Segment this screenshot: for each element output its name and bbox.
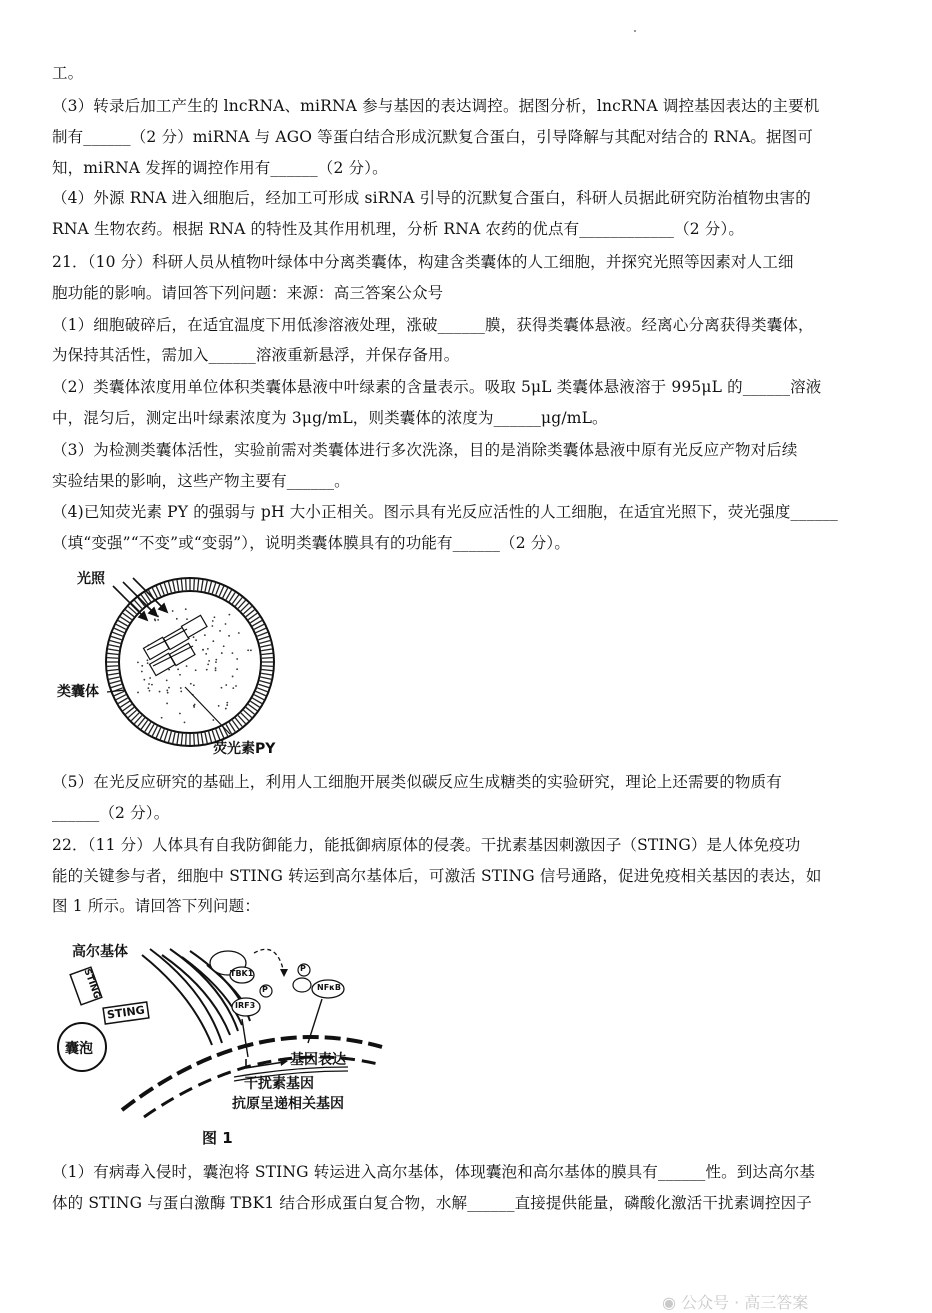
ifn-gene-label: 干扰素基因: [244, 1076, 314, 1092]
phosphate-label: P: [300, 964, 306, 973]
phosphate-label: P: [262, 985, 268, 994]
text-line: （5）在光反应研究的基础上，利用人工细胞开展类似碳反应生成糖类的实验研究，理论上还需要的物质有: [52, 773, 782, 791]
text-line: （2）类囊体浓度用单位体积类囊体悬液中叶绿素的含量表示。吸取 5μL 类囊体悬液溶于 995μL 的______溶液: [52, 378, 822, 396]
question-22-header: 22．（11 分）人体具有自我防御能力，能抵御病原体的侵袭。干扰素基因刺激因子（STING）是人体免疫功: [52, 836, 801, 854]
antigen-gene-label: 抗原呈递相关基因: [232, 1096, 344, 1112]
text-line: （1）有病毒入侵时，囊泡将 STING 转运进入高尔基体，体现囊泡和高尔基体的膜具有______性。到达高尔基: [52, 1163, 815, 1181]
text-line: 实验结果的影响，这些产物主要有______。: [52, 472, 350, 490]
text-line: （4）外源 RNA 进入细胞后，经加工可形成 siRNA 引导的沉默复合蛋白，科研人员据此研究防治植物虫害的: [52, 189, 811, 207]
sting-pathway-figure: [52, 935, 392, 1150]
watermark: ◉ 公众号 · 高三答案: [662, 1293, 809, 1312]
gene-expression-label: 基因表达: [290, 1052, 346, 1068]
speck: [634, 30, 636, 32]
light-label: 光照: [77, 571, 105, 587]
text-line: （3）转录后加工产生的 lncRNA、miRNA 参与基因的表达调控。据图分析，lncRNA 调控基因表达的主要机: [52, 97, 820, 115]
text-line: RNA 生物农药。根据 RNA 的特性及其作用机理，分析 RNA 农药的优点有____________（2 分）。: [52, 220, 745, 238]
vesicle-label: 囊泡: [65, 1041, 93, 1057]
text-line: 胞功能的影响。请回答下列问题：来源：高三答案公众号: [52, 284, 444, 302]
text-line: （填“变强”“不变”或“变弱”），说明类囊体膜具有的功能有______（2 分）。: [52, 534, 570, 552]
text-line: （3）为检测类囊体活性，实验前需对类囊体进行多次洗涤，目的是消除类囊体悬液中原有光反应产物对后续: [52, 441, 798, 459]
text-line: 图 1 所示。请回答下列问题：: [52, 897, 260, 915]
text-line: （1）细胞破碎后，在适宜温度下用低渗溶液处理，涨破______膜，获得类囊体悬液。经离心分离获得类囊体，: [52, 316, 814, 334]
thylakoid-label: 类囊体: [57, 684, 99, 700]
irf3-label: IRF3: [235, 1001, 256, 1010]
sting-box-label: STING: [106, 1003, 146, 1022]
tbk1-label: TBK1: [230, 969, 254, 978]
figure-caption: 图 1: [202, 1129, 233, 1147]
text-line: ______（2 分）。: [52, 804, 170, 822]
golgi-label: 高尔基体: [72, 944, 128, 960]
text-line: 工。: [52, 64, 84, 82]
text-line: 知，miRNA 发挥的调控作用有______（2 分）。: [52, 159, 388, 177]
artificial-cell-figure: [55, 562, 295, 762]
text-line: （4)已知荧光素 PY 的强弱与 pH 大小正相关。图示具有光反应活性的人工细胞，在适宜光照下，荧光强度______: [52, 503, 838, 521]
text-line: 制有______（2 分）miRNA 与 AGO 等蛋白结合形成沉默复合蛋白，引导降解与其配对结合的 RNA。据图可: [52, 128, 813, 146]
nfkb-label: NFκB: [317, 983, 341, 992]
text-line: 能的关键参与者，细胞中 STING 转运到高尔基体后，可激活 STING 信号通路，促进免疫相关基因的表达，如: [52, 867, 822, 885]
text-line: 为保持其活性，需加入______溶液重新悬浮，并保存备用。: [52, 346, 460, 364]
py-label: 荧光素PY: [213, 741, 276, 757]
sting-box-label: STING: [81, 967, 102, 1001]
text-line: 中，混匀后，测定出叶绿素浓度为 3μg/mL，则类囊体的浓度为______μg/mL。: [52, 409, 608, 427]
question-21-header: 21．（10 分）科研人员从植物叶绿体中分离类囊体，构建含类囊体的人工细胞，并探究光照等因素对人工细: [52, 253, 794, 271]
text-line: 体的 STING 与蛋白激酶 TBK1 结合形成蛋白复合物，水解______直接提供能量，磷酸化激活干扰素调控因子: [52, 1194, 812, 1212]
